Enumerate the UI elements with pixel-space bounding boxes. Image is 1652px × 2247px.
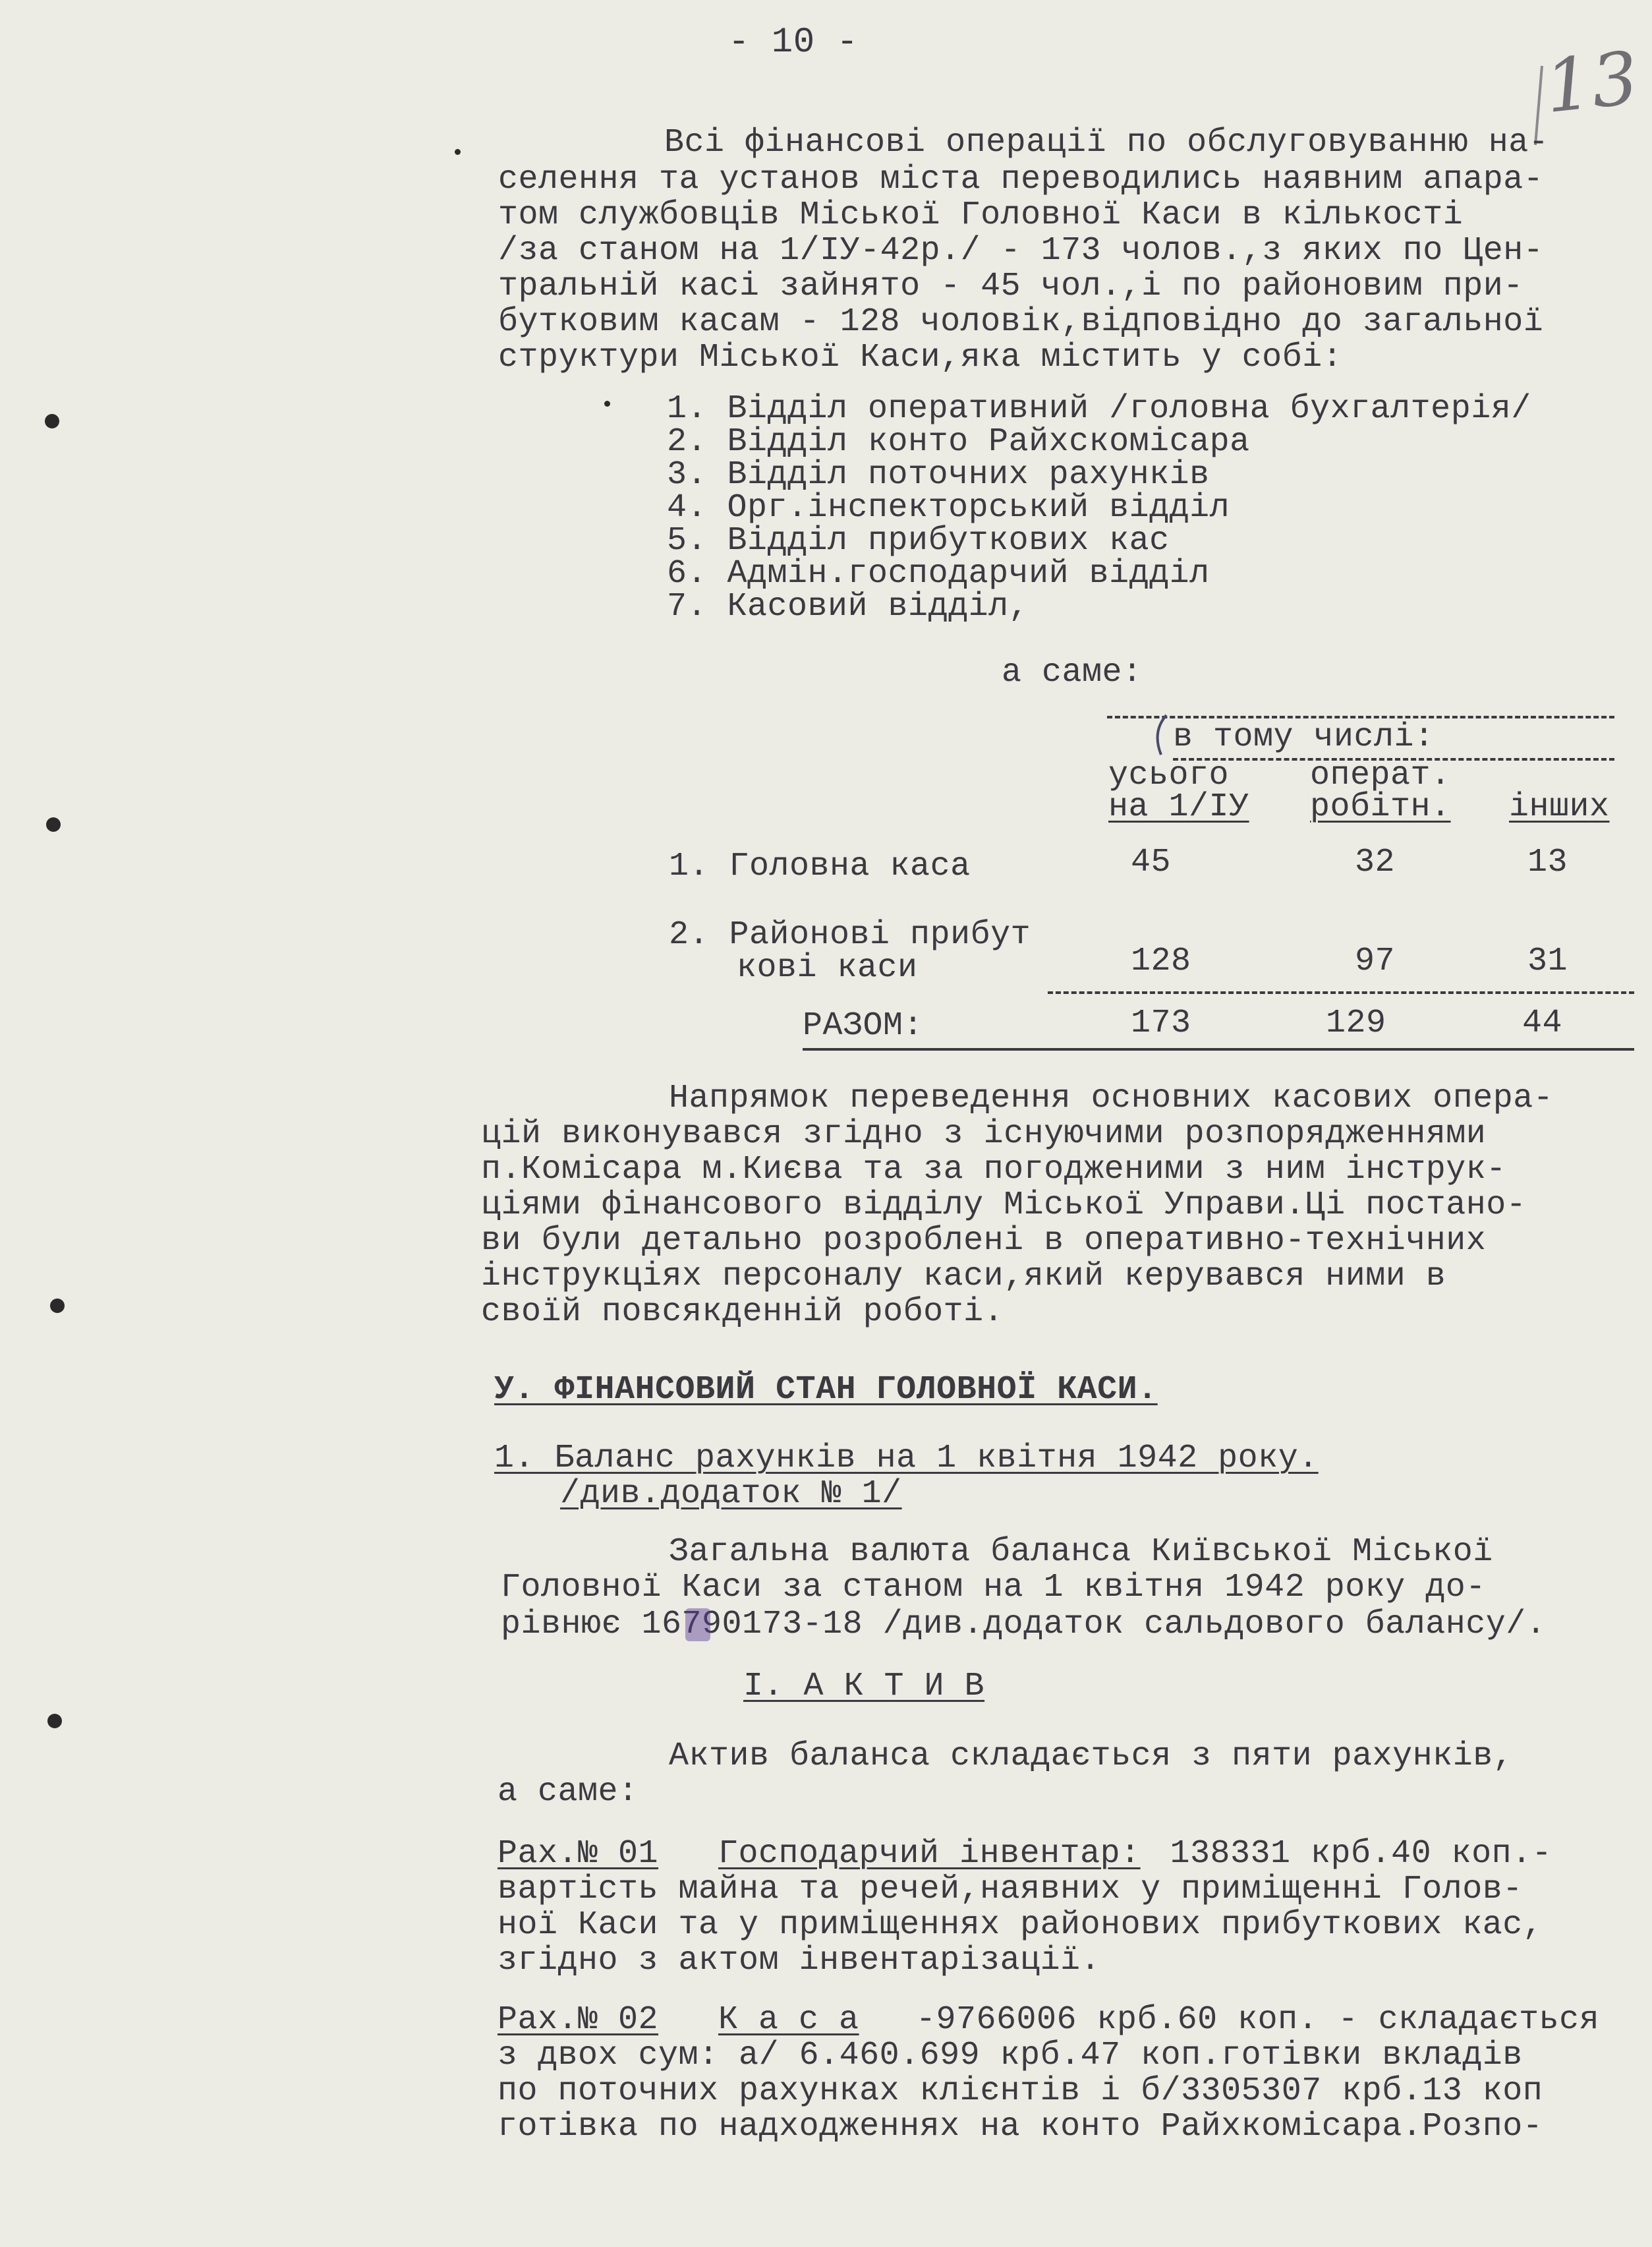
section-heading: У. ФІНАНСОВИЙ СТАН ГОЛОВНОЇ КАСИ. — [494, 1371, 1158, 1409]
direction-line-1: Напрямок переведення основних касових опера- — [669, 1080, 1554, 1117]
table-cell-oper: 32 — [1355, 844, 1396, 881]
department-item: 5. Відділ прибуткових кас — [667, 522, 1170, 560]
direction-line-5: ви були детально розроблені в оперативно-технічних — [481, 1222, 1487, 1260]
direction-line-2: цій виконувався згідно з існуючими розпорядженнями — [481, 1115, 1487, 1153]
a-same-label: а саме: — [1002, 654, 1143, 691]
balance-line-2: Головної Каси за станом на 1 квітня 1942 року до- — [501, 1569, 1486, 1606]
intro-line-4: /за станом на 1/IУ-42р./ - 173 чолов.,з яких по Цен- — [498, 232, 1544, 270]
table-sum-rule — [1048, 991, 1634, 994]
col-header-oper: операт. — [1310, 757, 1451, 794]
intro-line-5: тральній касі зайнято - 45 чол.,і по районовим при- — [498, 268, 1524, 305]
department-item: 4. Орг.інспекторський відділ — [667, 489, 1230, 527]
direction-line-4: ціями фінансового відділу Міської Управи.Ці постано- — [481, 1186, 1527, 1224]
aktiv-intro-line-1: Актив баланса складається з пяти рахунків, — [669, 1737, 1514, 1775]
aktiv-heading: І. А К Т И В — [743, 1668, 985, 1705]
page-number: - 10 - — [728, 22, 859, 63]
ink-speck — [604, 401, 610, 407]
account-01-name: Господарчий інвентар: — [718, 1835, 1141, 1873]
table-total-other: 44 — [1522, 1005, 1563, 1042]
department-item: 2. Відділ конто Райхскомісара — [667, 423, 1250, 461]
account-01-line-2: вартість майна та речей,наявних у приміщенні Голов- — [498, 1871, 1523, 1908]
intro-line-1: Всі фінансові операції по обслуговуванню на- — [664, 124, 1549, 161]
account-01-line-4: згідно з актом інвентарізації. — [498, 1942, 1101, 1979]
archive-folio-number: 13 — [1541, 35, 1643, 130]
direction-line-3: п.Комісара м.Києва та за погодженими з ним інструк- — [481, 1151, 1506, 1188]
pencil-bracket-mark — [1147, 712, 1173, 758]
col-header-oper-workers: робітн. — [1310, 788, 1451, 826]
punch-hole-1 — [45, 414, 59, 428]
table-total-label: РАЗОМ: — [803, 1007, 924, 1045]
col-header-total: усього — [1108, 757, 1230, 794]
account-02-line-4: готівка по надходженнях на конто Райхкомісара.Розпо- — [498, 2108, 1543, 2145]
department-item: 1. Відділ оперативний /головна бухгалтерія/ — [667, 390, 1531, 428]
intro-line-7: структури Міської Каси,яка містить у собі: — [498, 339, 1343, 376]
account-02-name: К а с а — [718, 2001, 859, 2039]
punch-hole-2 — [46, 817, 61, 832]
subsection-note: /див.додаток № 1/ — [560, 1475, 902, 1513]
account-02-amount: -9766006 крб.60 коп. - складається — [916, 2001, 1600, 2039]
table-group-header: в тому числі: — [1173, 718, 1435, 756]
col-header-other: інших — [1509, 788, 1610, 826]
table-cell-total: 128 — [1131, 943, 1191, 980]
department-item: 6. Адмін.господарчий відділ — [667, 555, 1210, 593]
total-underline — [803, 1048, 1634, 1051]
table-cell-total: 45 — [1131, 844, 1172, 881]
account-02-line-3: по поточних рахунках клієнтів і б/3305307 крб.13 коп — [498, 2072, 1543, 2110]
account-02-label: Рах.№ 02 — [498, 2001, 659, 2039]
ink-speck — [455, 149, 461, 155]
direction-line-7: своїй повсякденній роботі. — [481, 1293, 1004, 1331]
table-cell-other: 31 — [1527, 943, 1568, 980]
table-total-value: 173 — [1131, 1005, 1191, 1042]
account-01-amount: 138331 крб.40 коп.- — [1150, 1835, 1552, 1873]
col-header-total-date: на 1/IУ — [1108, 788, 1249, 826]
intro-line-6: бутковим касам - 128 чоловік,відповідно до загальної — [498, 303, 1544, 341]
account-01-label: Рах.№ 01 — [498, 1835, 659, 1873]
table-row-label: 2. Районові прибут — [669, 916, 1031, 954]
intro-line-2: селення та установ міста переводились наявним апара- — [498, 161, 1544, 198]
table-cell-oper: 97 — [1355, 943, 1396, 980]
intro-line-3: том службовців Міської Головної Каси в кількості — [498, 196, 1464, 234]
account-02-line-2: з двох сум: а/ 6.460.699 крб.47 коп.готівки вкладів — [498, 2037, 1523, 2074]
subsection-heading: 1. Баланс рахунків на 1 квітня 1942 року. — [494, 1440, 1319, 1477]
table-total-oper: 129 — [1326, 1005, 1386, 1042]
account-01-line-3: ної Каси та у приміщеннях районових прибуткових кас, — [498, 1906, 1543, 1944]
table-row-label-cont: кові каси — [737, 949, 918, 987]
table-cell-other: 13 — [1527, 844, 1568, 881]
ink-stamp-overprint — [685, 1608, 710, 1641]
aktiv-intro-line-2: а саме: — [498, 1773, 639, 1811]
direction-line-6: інструкціях персоналу каси,який керувався ними в — [481, 1258, 1446, 1295]
department-item: 3. Відділ поточних рахунків — [667, 456, 1210, 494]
table-row-label: 1. Головна каса — [669, 848, 971, 885]
balance-line-1: Загальна валюта баланса Київської Міської — [669, 1533, 1493, 1571]
balance-line-3: рівнює 16790173-18 /див.додаток сальдового балансу/. — [501, 1606, 1547, 1643]
punch-hole-4 — [47, 1714, 62, 1728]
punch-hole-3 — [50, 1299, 65, 1313]
department-item: 7. Касовий відділ, — [667, 588, 1029, 626]
